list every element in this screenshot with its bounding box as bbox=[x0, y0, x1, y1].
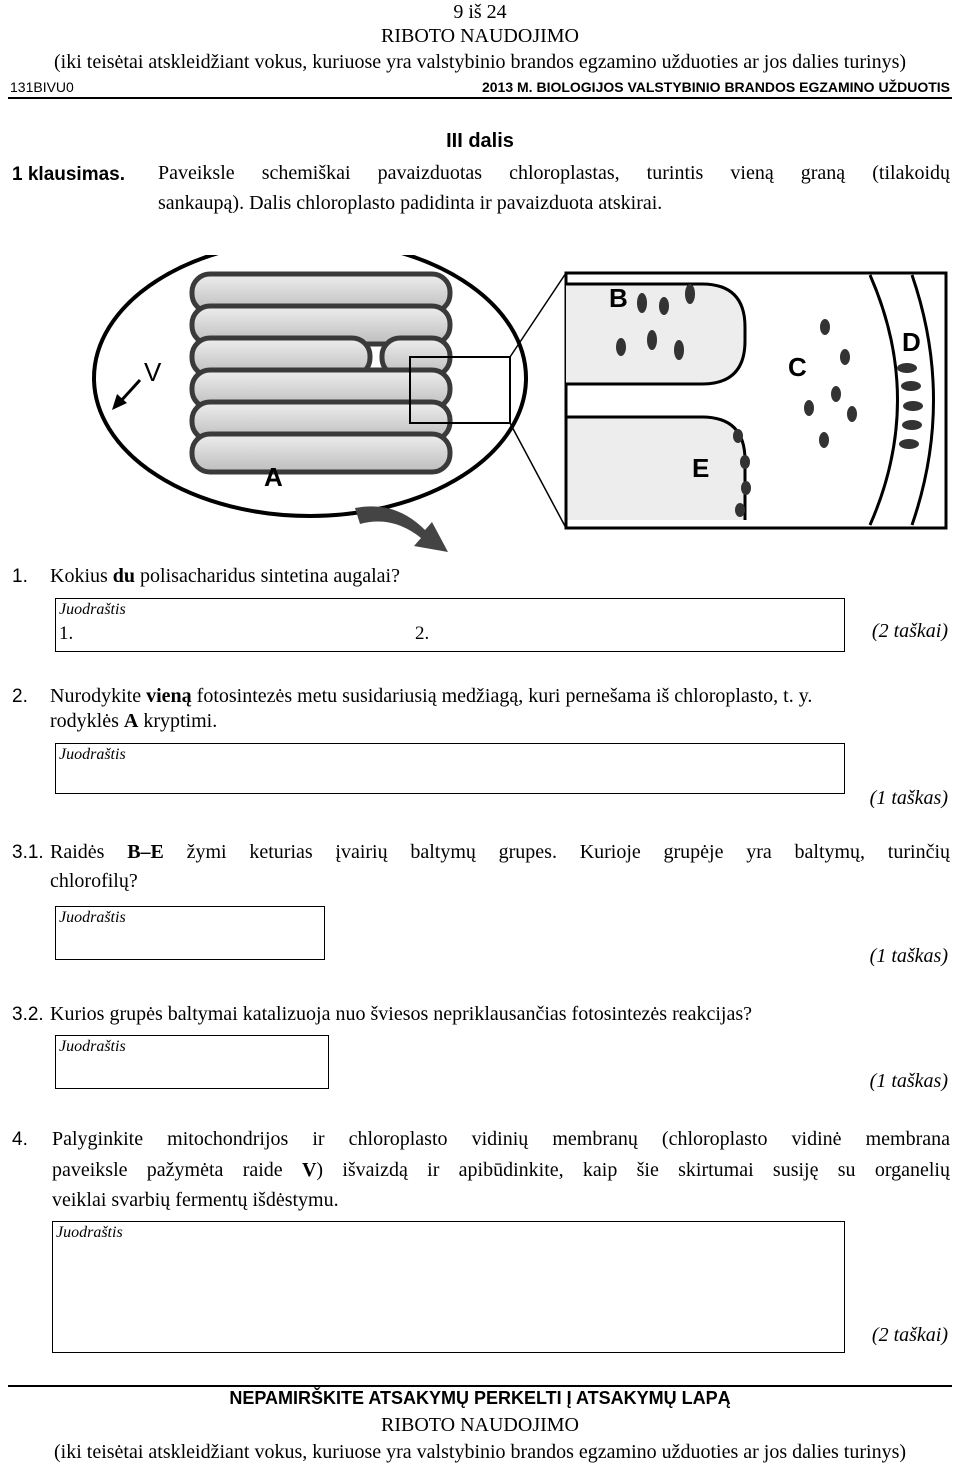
item-1-points: (2 taškai) bbox=[871, 620, 948, 642]
draft-label: Juodraštis bbox=[59, 601, 126, 618]
item-1-text: Kokius du polisacharidus sintetina augalai? bbox=[50, 565, 400, 587]
item-3-1-points: (1 taškas) bbox=[869, 945, 948, 967]
footer-reminder: NEPAMIRŠKITE ATSAKYMŲ PERKELTI Į ATSAKYMŲ LAPĄ bbox=[229, 1388, 731, 1408]
item-3-1-draft-box[interactable] bbox=[55, 906, 325, 960]
label-b: B bbox=[609, 283, 628, 313]
draft-label: Juodraštis bbox=[56, 1224, 123, 1241]
item-3-2-number: 3.2. bbox=[12, 1004, 44, 1025]
question-label: 1 klausimas. bbox=[12, 164, 126, 185]
arrow-icon bbox=[355, 506, 448, 552]
restricted-label: RIBOTO NAUDOJIMO bbox=[381, 25, 579, 47]
label-a: A bbox=[264, 462, 283, 492]
label-e: E bbox=[692, 453, 710, 483]
item-2-number: 2. bbox=[12, 686, 28, 707]
item-2-draft-box[interactable] bbox=[55, 743, 845, 794]
item-4-draft-box[interactable] bbox=[52, 1221, 845, 1353]
item-3-2-draft-box[interactable] bbox=[55, 1035, 329, 1089]
section-title: III dalis bbox=[446, 130, 514, 152]
label-d: D bbox=[902, 327, 921, 357]
footer-divider bbox=[8, 1385, 952, 1387]
item-1-draft-box[interactable] bbox=[55, 598, 845, 652]
question-text-line1: Paveiksle schemiškai pavaizduotas chloroplastas, turintis vieną graną (tilakoidų bbox=[158, 162, 950, 184]
item-4-number: 4. bbox=[12, 1129, 28, 1150]
item-4-text-line2: paveiksle pažymėta raide V) išvaizdą ir apibūdinkite, kaip šie skirtumai susiję su organelių bbox=[52, 1159, 950, 1181]
label-v: V bbox=[144, 357, 162, 387]
item-2-points: (1 taškas) bbox=[869, 787, 948, 809]
item-4-points: (2 taškai) bbox=[871, 1324, 948, 1346]
header-divider bbox=[8, 97, 952, 99]
item-3-2-text: Kurios grupės baltymai katalizuoja nuo šviesos nepriklausančias fotosintezės reakcijas? bbox=[50, 1003, 753, 1025]
draft-label: Juodraštis bbox=[59, 746, 126, 763]
label-c: C bbox=[788, 352, 807, 382]
restricted-note: (iki teisėtai atskleidžiant vokus, kuriuose yra valstybinio brandos egzamino užduoties ar jos dalies turinys) bbox=[53, 51, 907, 73]
footer-restricted: RIBOTO NAUDOJIMO bbox=[381, 1414, 579, 1436]
answer-2-label: 2. bbox=[415, 623, 430, 644]
item-3-1-text-line2: chlorofilų? bbox=[50, 870, 138, 892]
item-3-1-text-line1: Raidės B–E žymi keturias įvairių baltymų grupes. Kurioje grupėje yra baltymų, turinčių bbox=[50, 841, 951, 863]
answer-1-label: 1. bbox=[59, 623, 74, 644]
draft-label: Juodraštis bbox=[59, 909, 126, 926]
item-2-text-line2: rodyklės A kryptimi. bbox=[50, 710, 218, 732]
item-4-text-line3: veiklai svarbių fermentų išdėstymu. bbox=[52, 1189, 339, 1211]
exam-title: 2013 M. BIOLOGIJOS VALSTYBINIO BRANDOS EGZAMINO UŽDUOTIS bbox=[481, 79, 950, 95]
chloroplast-icon bbox=[94, 255, 566, 528]
item-1-number: 1. bbox=[12, 566, 28, 587]
page-number: 9 iš 24 bbox=[453, 1, 507, 23]
item-4-text-line1: Palyginkite mitochondrijos ir chloroplasto vidinių membranų (chloroplasto vidinė membrana bbox=[52, 1128, 950, 1150]
chloroplast-figure bbox=[0, 255, 960, 565]
item-2-text-line1: Nurodykite vieną fotosintezės metu susidariusią medžiagą, kuri pernešama iš chloroplasto, t. y. bbox=[50, 685, 813, 707]
item-3-2-points: (1 taškas) bbox=[869, 1070, 948, 1092]
exam-code: 131BIVU0 bbox=[10, 79, 74, 95]
draft-label: Juodraštis bbox=[59, 1038, 126, 1055]
item-3-1-number: 3.1. bbox=[12, 842, 44, 863]
question-text-line2: sankaupą). Dalis chloroplasto padidinta ir pavaizduota atskirai. bbox=[158, 192, 663, 214]
footer-restricted-note: (iki teisėtai atskleidžiant vokus, kuriuose yra valstybinio brandos egzamino užduoties ar jos dalies turinys) bbox=[53, 1441, 907, 1463]
